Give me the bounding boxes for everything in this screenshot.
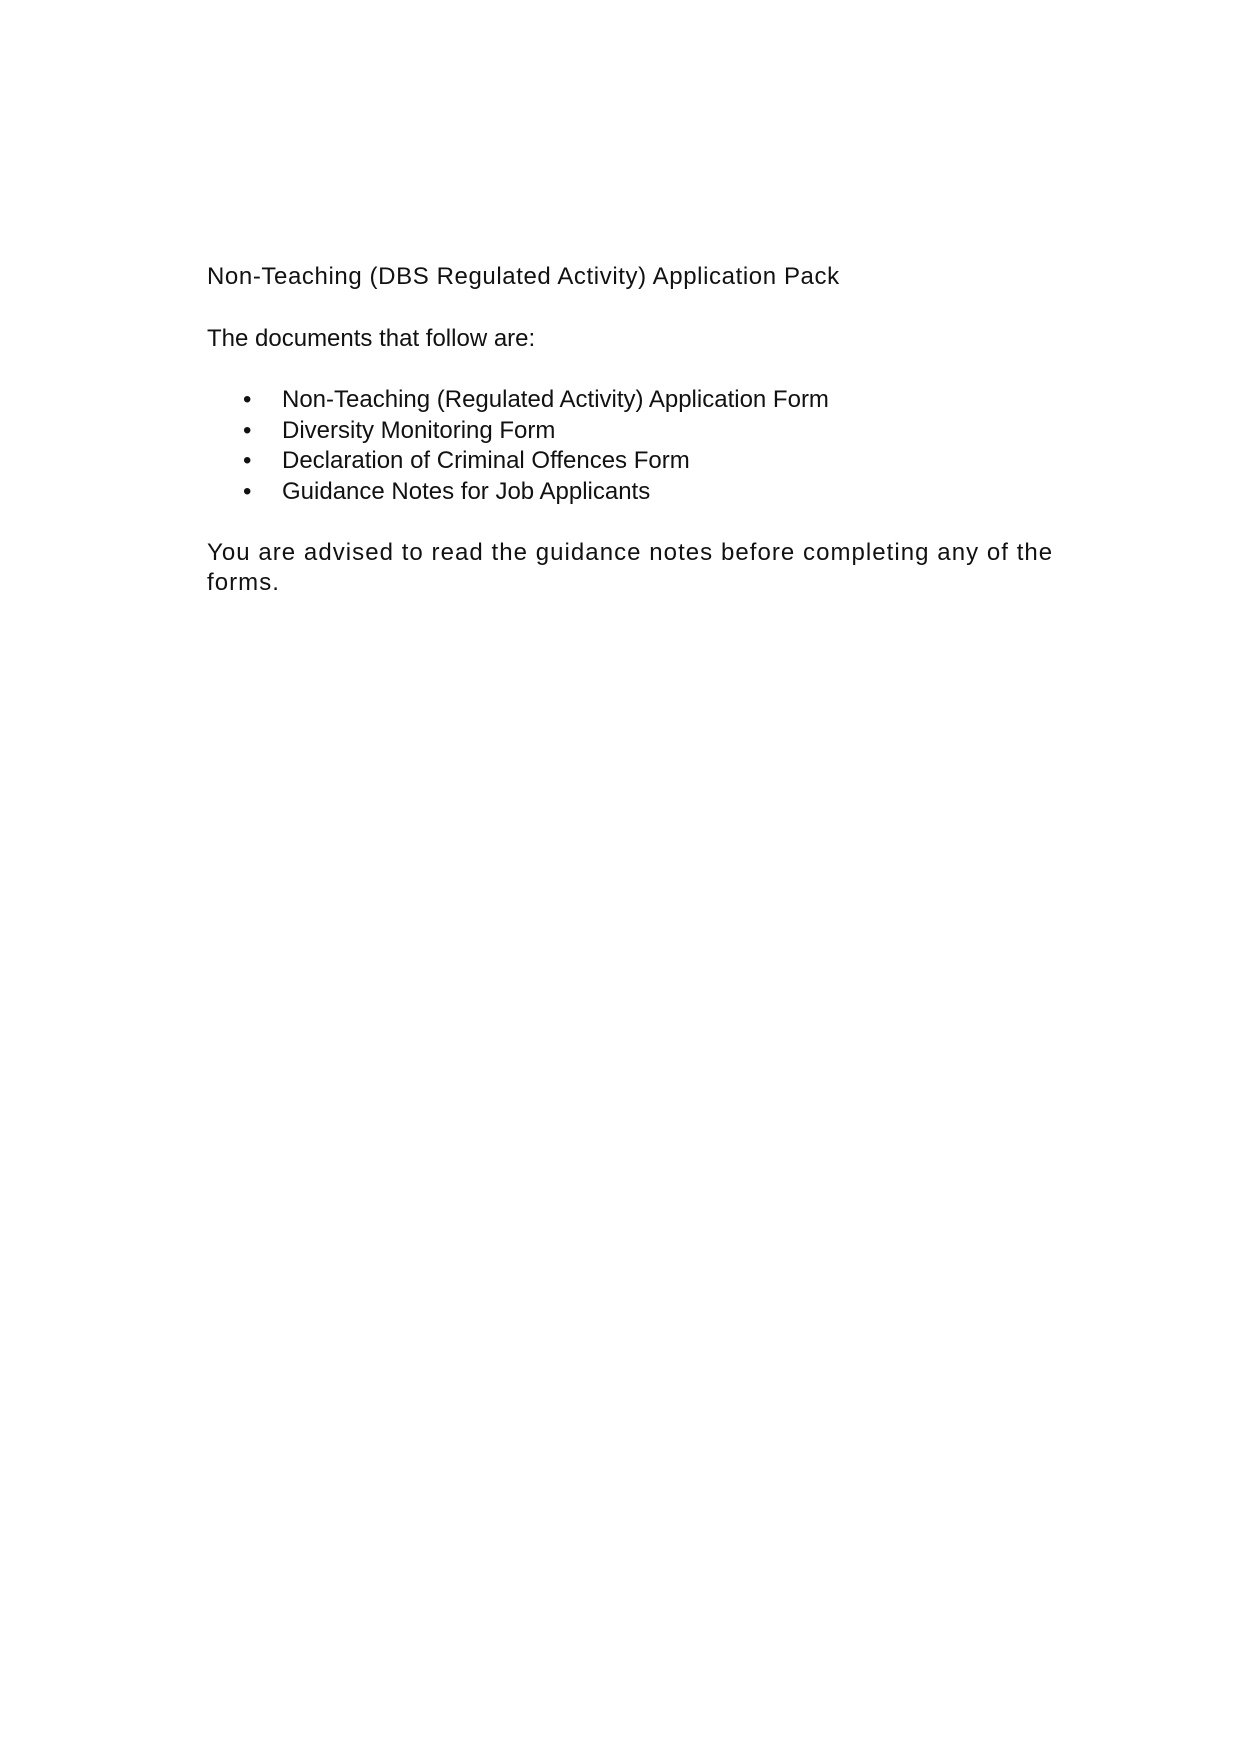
document-list [207, 385, 1067, 508]
bullet-icon: • [243, 386, 252, 413]
list-item [207, 477, 1067, 508]
list-item [207, 416, 1067, 447]
intro-text: The documents that follow are: [207, 325, 536, 352]
bullet-icon: • [243, 478, 252, 506]
list-item [207, 385, 1067, 416]
bullet-icon: • [243, 447, 252, 475]
list-item [207, 446, 1067, 477]
advice-text: You are advised to read the guidance notes before completing any of the forms. [207, 538, 1054, 596]
list-item-label: Non-Teaching (Regulated Activity) Application Form [282, 386, 829, 413]
list-item-label: Guidance Notes for Job Applicants [282, 478, 651, 506]
bullet-icon: • [243, 416, 252, 444]
document-title: Non-Teaching (DBS Regulated Activity) Application Pack [207, 263, 840, 290]
document-body [207, 262, 1067, 598]
list-item-label: Diversity Monitoring Form [282, 416, 556, 444]
list-item-label: Declaration of Criminal Offences Form [282, 447, 690, 475]
